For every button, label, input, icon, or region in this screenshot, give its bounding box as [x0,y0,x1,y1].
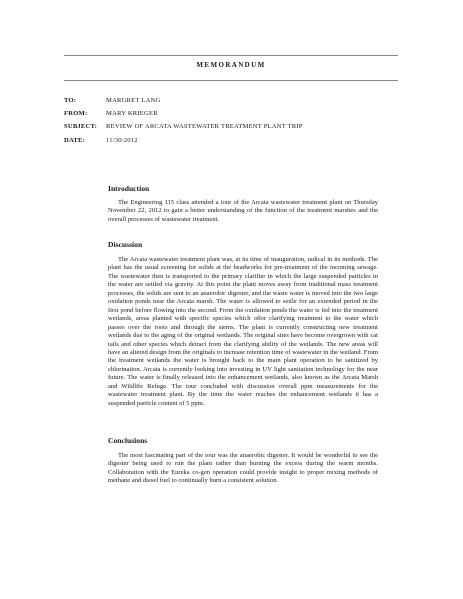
section-heading-conclusions: Conclusions [108,436,148,445]
header-to-label: TO: [64,97,77,104]
section-text-introduction [108,199,378,224]
bottom-rule [64,80,398,81]
conclusions-body: The most fascinating part of the tour was the anaerobic digester. It would be wonderful to see the digester being used to run the plant rather than burning the excess during the warm months. Collaboration with the Eureka co-gen operation could provide insight to proper mixing methods of methane and diesel fuel to continually burn a consistent solution. [108,452,378,485]
header-subject-label: SUBJECT: [64,123,97,130]
header-date-label: DATE: [64,137,86,144]
top-rule [64,55,398,56]
header-from-value: MARY KRIEGER [106,110,158,117]
introduction-body: The Engineering 115 class attended a tour of the Arcata wastewater treatment plant on Thursday November 22, 2012 to gain a better understanding of the function of the treatment marshes and the overall processes of wastewater treatment. [108,199,378,223]
section-text-conclusions [108,452,378,486]
section-text-discussion [108,256,378,408]
discussion-body: The Arcata wastewater treatment plant was, at its time of inauguration, radical in its methods. The plant has the usual screening for solids at the headworks for pre-treatment of the incoming sewage. The wastewater then is transported to the primary clarifier in which the large suspended particles in the water are settled via gravity. At this point the plant moves away from traditional mass treatment processes, the solids are sent to an anaerobic digester, and the waste water is moved into the two large oxidation ponds near the Arcata marsh. The water is allowed to settle for an extended period in the first pond before flowing into the second. From the oxidation ponds the water is fed into the treatment wetlands, areas planted with specific species which offer clarifying treatment to the water which passes over the roots and through the stems. The plant is currently constructing new treatment wetlands due to the aging of the original wetlands. The original sites have become overgrown with cat tails and other species which detract from the clarifying ability of the wetlands. The new areas will have an altered design from the originals to increase retention time of wastewater in the wetland. From the treatment wetlands the water is brought back to the main plant operation to be sanitized by chlorination. Arcata is currently looking into investing in UV light sanitation technology for the near future. The water is finally released into the enhancement wetlands, also known as the Arcata Marsh and Wildlife Refuge. The tour concluded with discussion overall ppm measurements for the wastewater treatment plant. By the time the water reaches the enhancement wetlands it has a suspended particle content of 5 ppm. [108,256,378,407]
header-to-value: MARGRET LANG [106,97,161,104]
header-from-label: FROM: [64,110,88,117]
section-heading-discussion: Discussion [108,240,143,249]
header-subject-value: REVIEW OF ARCATA WASTEWATER TREATMENT PLANT TRIP [106,123,303,130]
section-heading-introduction: Introduction [108,184,150,193]
memo-title: MEMORANDUM [196,61,266,69]
header-date-value: 11/30/2012 [106,137,138,144]
